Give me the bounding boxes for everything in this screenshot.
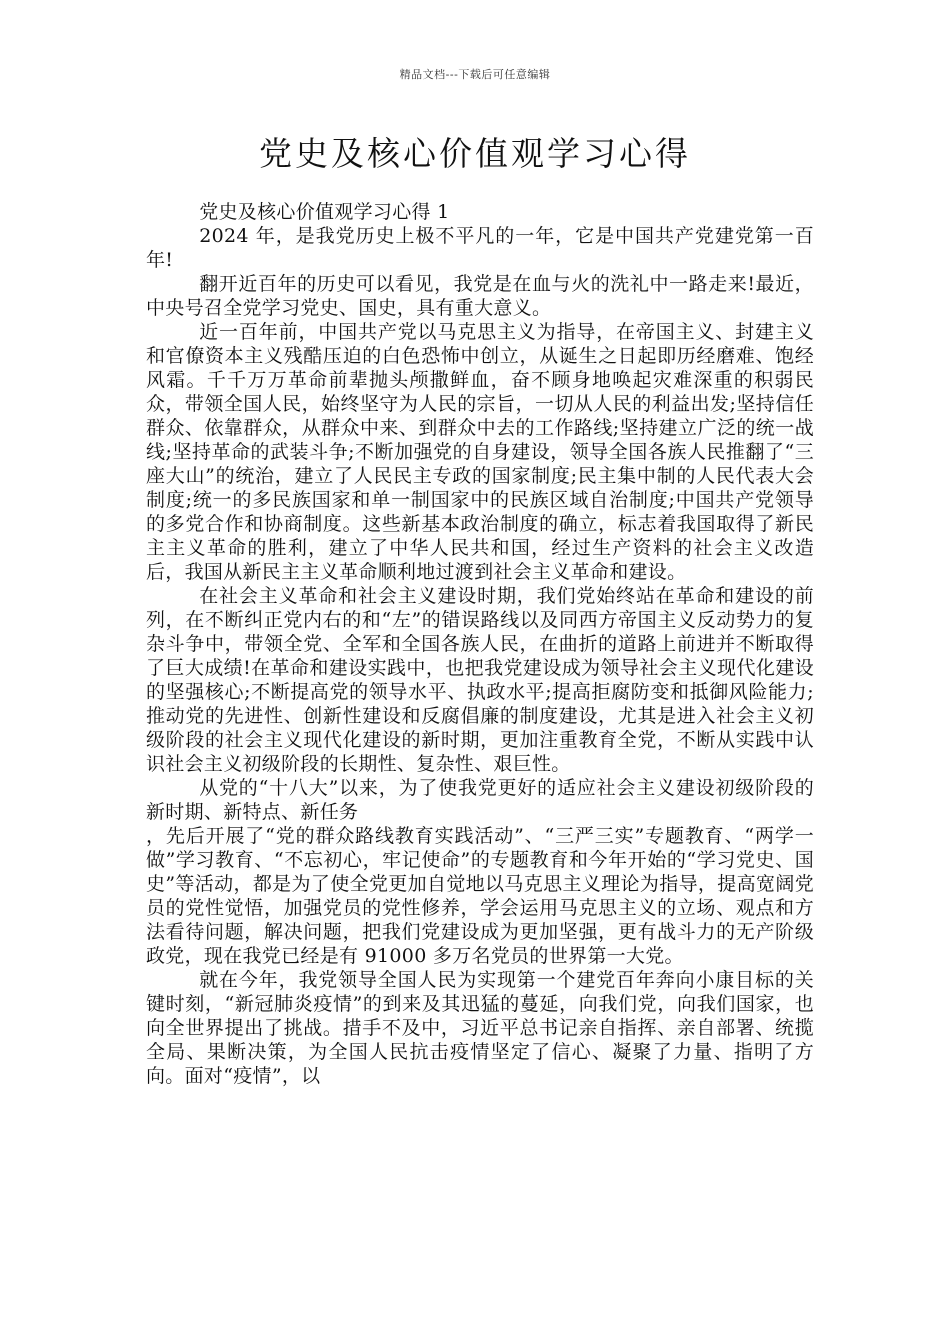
document-body	[146, 200, 814, 1088]
paragraph: 翻开近百年的历史可以看见，我党是在血与火的洗礼中一路走来!最近，中央号召全党学习党史、国史，具有重大意义。	[146, 273, 814, 319]
document-title: 党史及核心价值观学习心得	[259, 134, 691, 173]
paragraph: 在社会主义革命和社会主义建设时期，我们党始终站在革命和建设的前列，在不断纠正党内右的和“左”的错误路线以及同西方帝国主义反动势力的复杂斗争中，带领全党、全军和全国各族人民，在曲折的道路上前进并不断取得了巨大成绩!在革命和建设实践中，也把我党建设成为领导社会主义现代化建设的坚强核心;不断提高党的领导水平、执政水平;提高拒腐防变和抵御风险能力;推动党的先进性、创新性建设和反腐倡廉的制度建设，尤其是进入社会主义初级阶段的社会主义现代化建设的新时期，更加注重教育全党，不断从实践中认识社会主义初级阶段的长期性、复杂性、艰巨性。	[146, 585, 814, 775]
paragraph: 2024 年，是我党历史上极不平凡的一年，它是中国共产党建党第一百年!	[146, 225, 814, 271]
paragraph: ，先后开展了“党的群众路线教育实践活动”、“三严三实”专题教育、“两学一做”学习教育、“不忘初心，牢记使命”的专题教育和今年开始的“学习党史、国史”等活动，都是为了使全党更加自觉地以马克思主义理论为指导，提高宽阔党员的党性觉悟，加强党员的党性修养，学会运用马克思主义的立场、观点和方法看待问题，解决问题，把我们党建设成为更加坚强，更有战斗力的无产阶级政党，现在我党已经是有 91000 多万名党员的世界第一大党。	[146, 825, 814, 967]
document-subtitle: 党史及核心价值观学习心得 1	[199, 201, 450, 223]
paragraph: 就在今年，我党领导全国人民为实现第一个建党百年奔向小康目标的关键时刻，“新冠肺炎疫情”的到来及其迅猛的蔓延，向我们党，向我们国家，也向全世界提出了挑战。措手不及中，习近平总书记亲自指挥、亲自部署、统揽全局、果断决策，为全国人民抗击疫情坚定了信心、凝聚了力量、指明了方向。面对“疫情”，以	[146, 969, 814, 1087]
paragraph: 近一百年前，中国共产党以马克思主义为指导，在帝国主义、封建主义和官僚资本主义残酷压迫的白色恐怖中创立，从诞生之日起即历经磨难、饱经风霜。千千万万革命前辈抛头颅撒鲜血，奋不顾身地唤起灾难深重的积弱民众，带领全国人民，始终坚守为人民的宗旨，一切从人民的利益出发;坚持信任群众、依靠群众，从群众中来、到群众中去的工作路线;坚持建立广泛的统一战线;坚持革命的武装斗争;不断加强党的自身建设，领导全国各族人民推翻了“三座大山”的统治，建立了人民民主专政的国家制度;民主集中制的人民代表大会制度;统一的多民族国家和单一制国家中的民族区域自治制度;中国共产党领导的多党合作和协商制度。这些新基本政治制度的确立，标志着我国取得了新民主主义革命的胜利，建立了中华人民共和国，经过生产资料的社会主义改造后，我国从新民主主义革命顺利地过渡到社会主义革命和建设。	[146, 321, 814, 583]
header-note: 精品文档---下载后可任意编辑	[399, 68, 551, 81]
paragraph: 从党的“十八大”以来，为了使我党更好的适应社会主义建设初级阶段的新时期、新特点、新任务	[146, 777, 814, 823]
